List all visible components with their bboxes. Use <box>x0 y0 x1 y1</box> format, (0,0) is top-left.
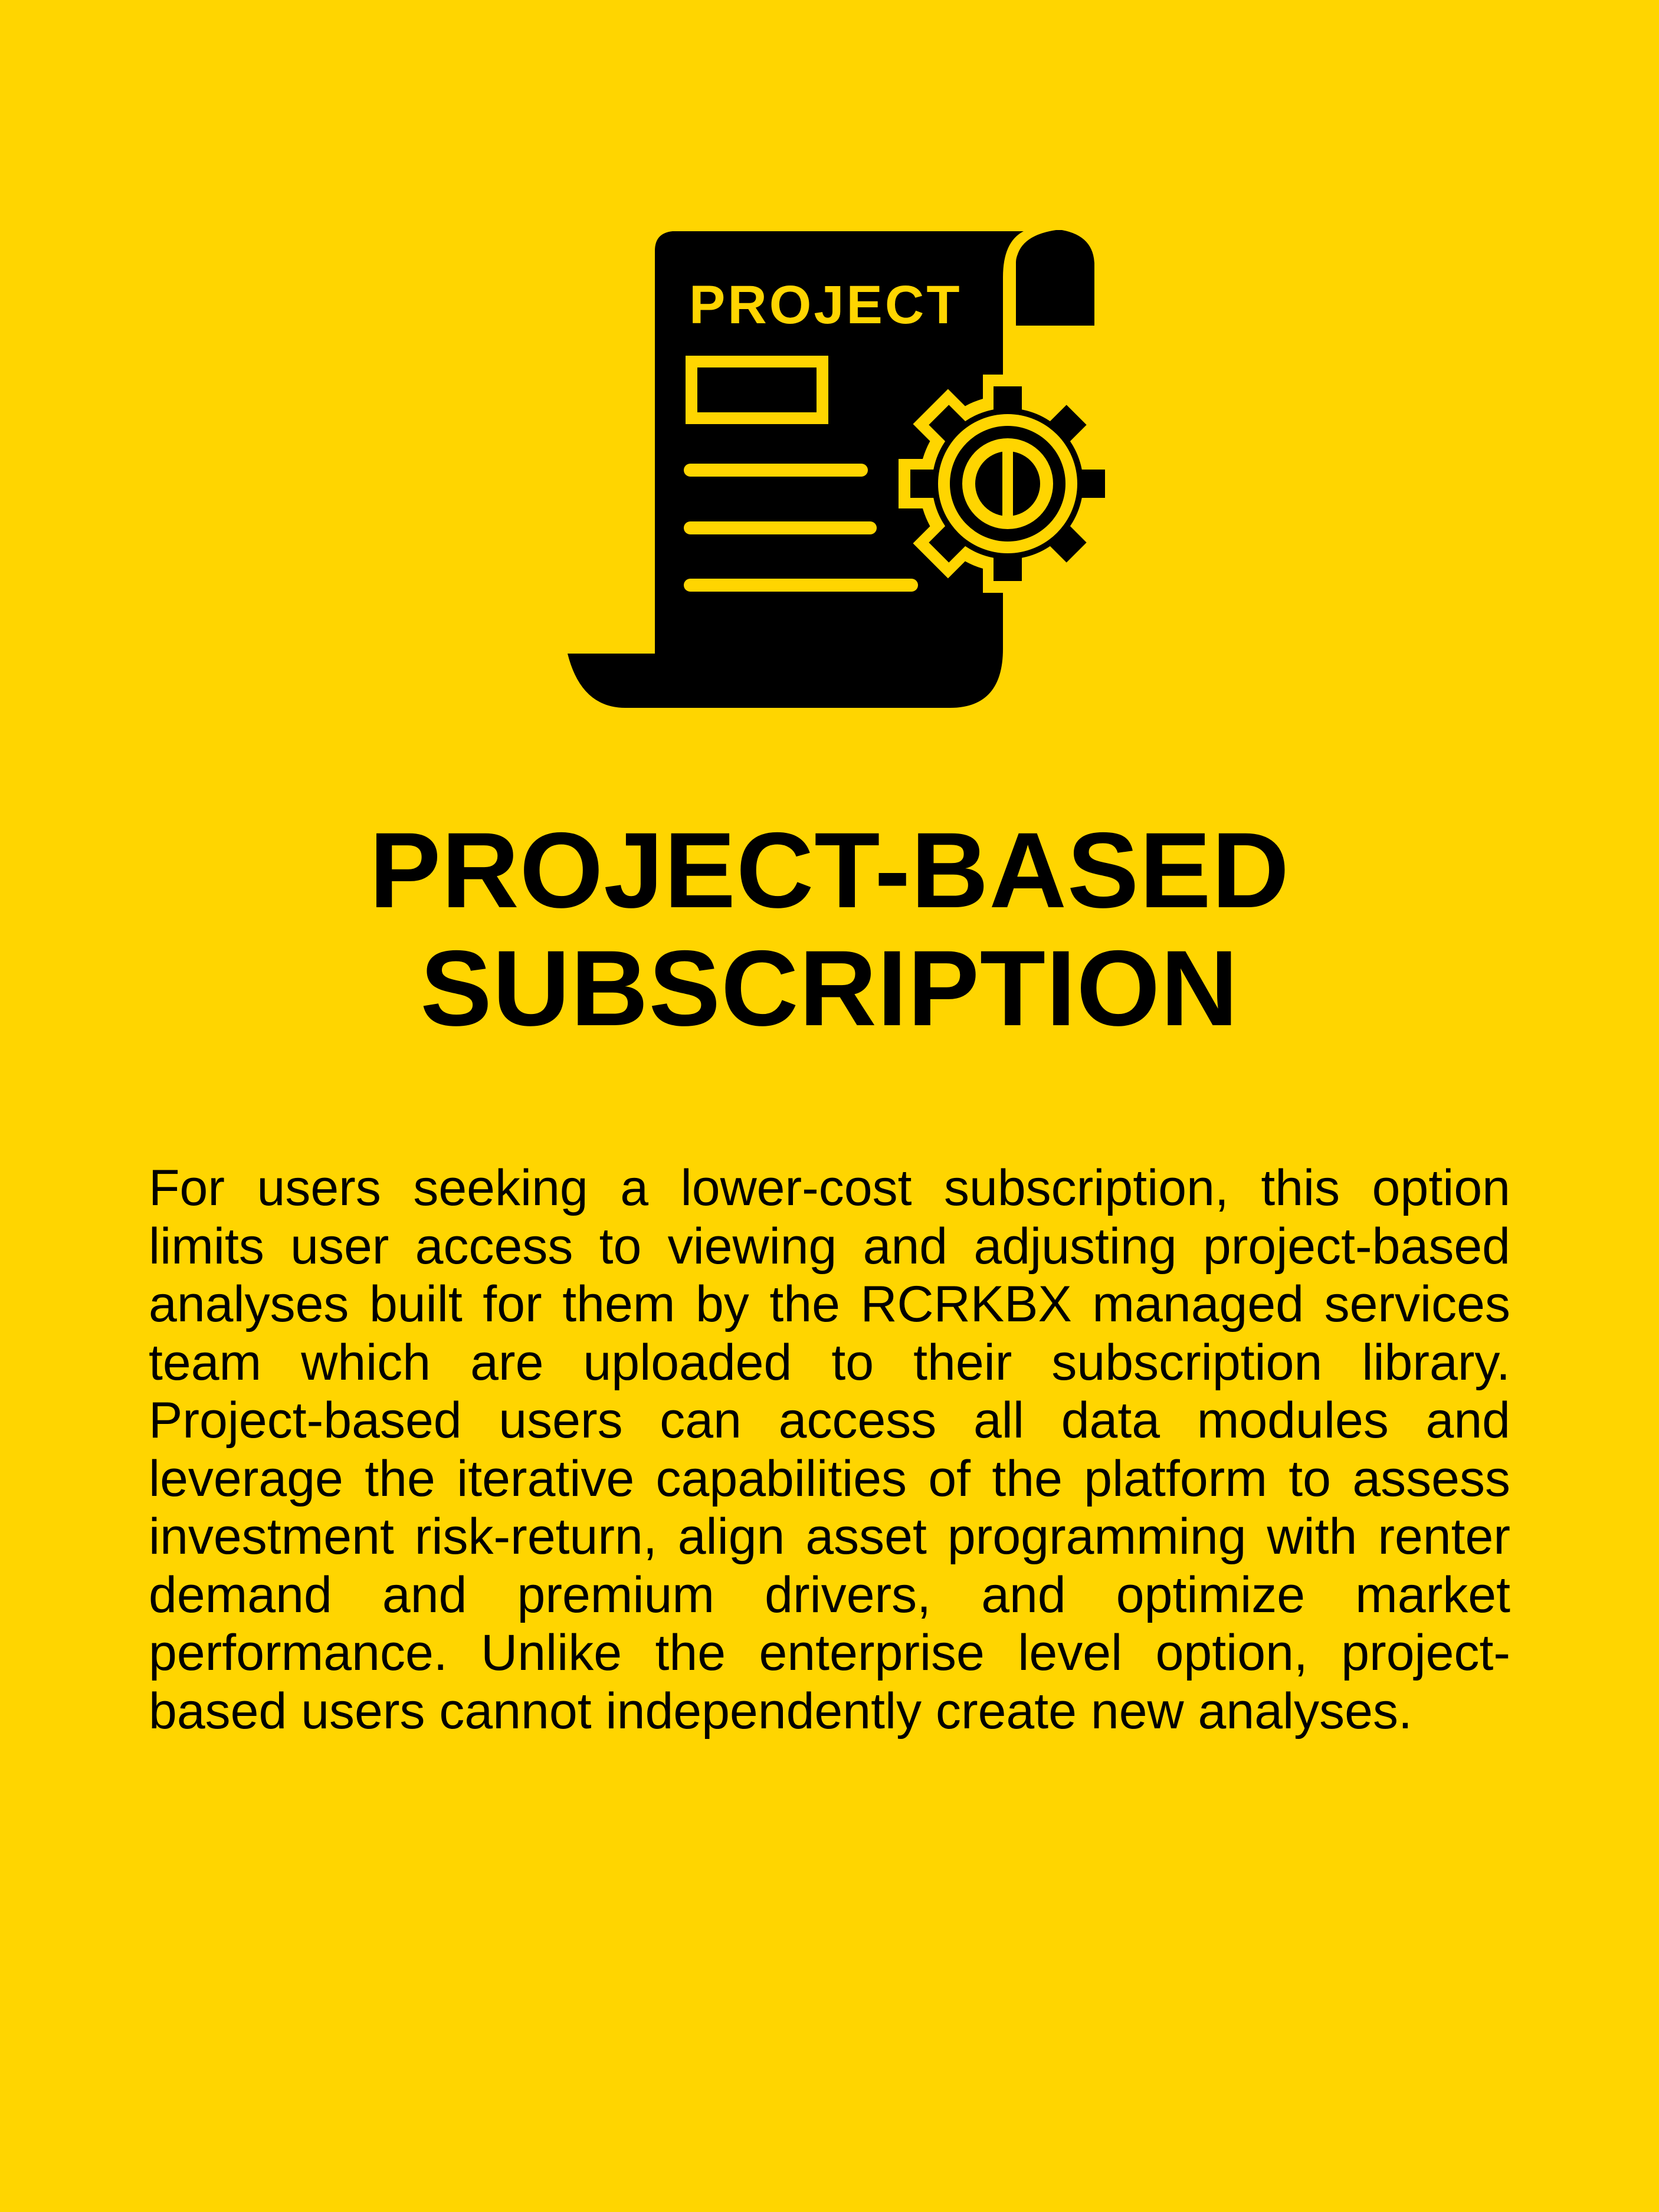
title-line-2: SUBSCRIPTION <box>420 928 1239 1048</box>
icon-label: PROJECT <box>689 275 962 335</box>
project-document-gear-icon <box>566 227 1109 717</box>
title-line-1: PROJECT-BASED <box>369 810 1290 930</box>
page-title <box>0 811 1659 1047</box>
description-paragraph: For users seeking a lower-cost subscription, this option limits user access to viewing and adjusting project-based analyses built for them by the RCRKBX managed services team which are uploaded to their subscription library. Project-based users can access all data modules and leverage the iterative capabilities of the platform to assess investment risk-return, align asset programming with renter demand and premium drivers, and optimize market performance. Unlike the enterprise level option, project-based users cannot independently create new analyses. <box>149 1160 1510 1740</box>
